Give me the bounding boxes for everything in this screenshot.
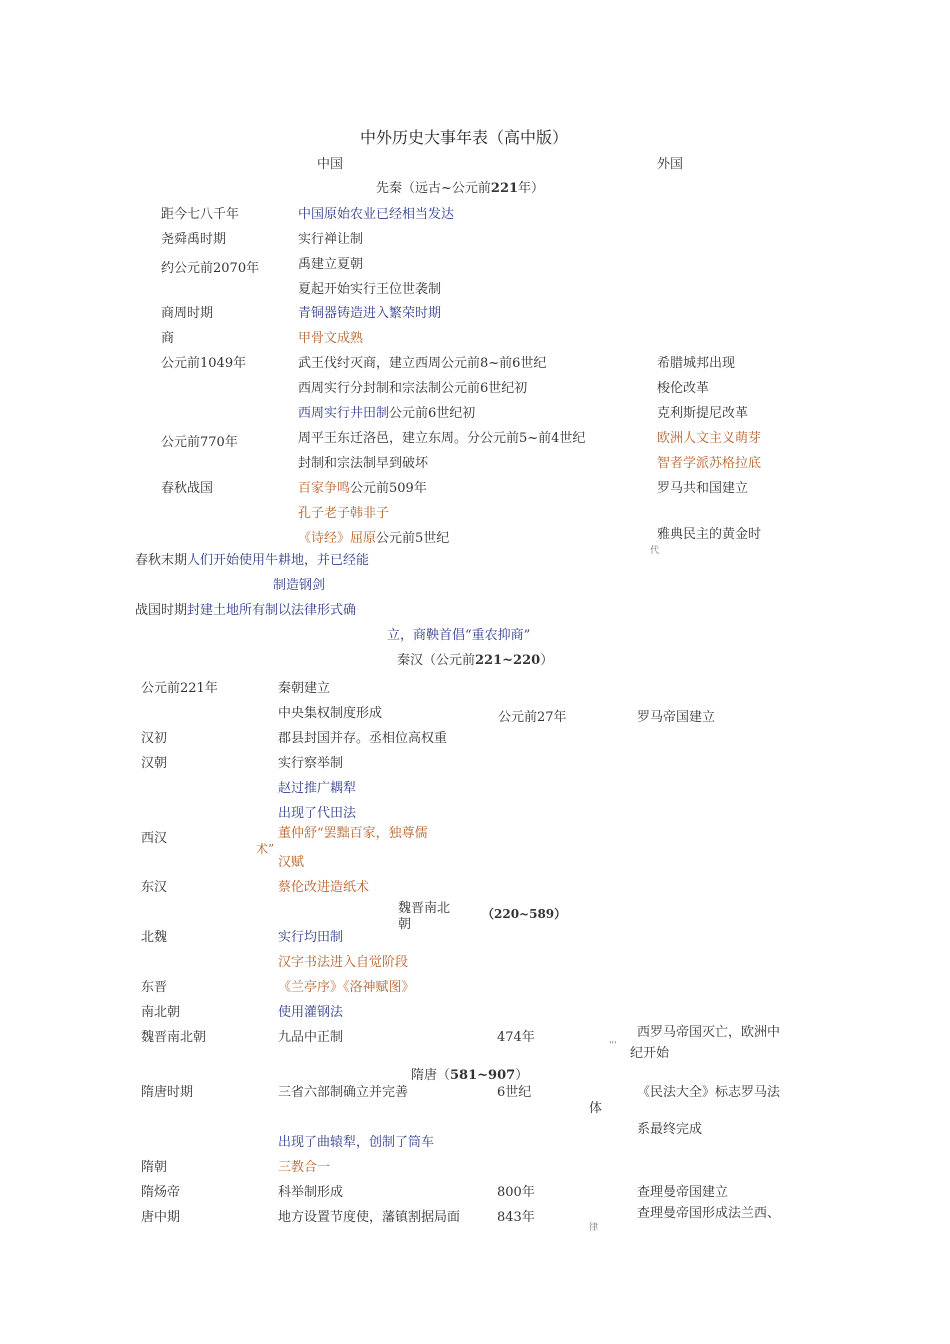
event-cell: 青铜器铸造进入繁荣时期 <box>298 306 442 321</box>
stray-mark: 律 <box>589 1223 599 1233</box>
section-suffix: 年） <box>518 181 545 196</box>
section-num: 581~907 <box>450 1068 516 1083</box>
date-cell: 商 <box>161 331 175 346</box>
section-heading-suitang <box>411 1068 528 1084</box>
event-cell: 地方设置节度使，藩镇割据局面 <box>278 1210 461 1225</box>
date-cell: 汉朝 <box>141 756 168 771</box>
date-cell: 隋唐时期 <box>141 1085 194 1100</box>
event-part: 《诗经》屈原 <box>298 531 377 546</box>
event-cell <box>298 481 427 497</box>
event-cell: 出现了曲辕犁，创制了筒车 <box>278 1135 435 1150</box>
event-cell: 实行察举制 <box>278 756 344 771</box>
date-cell: 魏晋南北朝 <box>141 1030 207 1045</box>
event-cell: 使用灌钢法 <box>278 1005 344 1020</box>
event-part: 公元前509年 <box>350 481 427 496</box>
stray-mark: ''' <box>609 1041 617 1051</box>
foreign-date-cell: 800年 <box>497 1185 535 1200</box>
section-prefix: 秦汉（公元前 <box>397 653 476 668</box>
event-cell-cut: 术” <box>256 842 275 856</box>
event-cell: 中央集权制度形成 <box>278 706 383 721</box>
date-cell: 北魏 <box>141 930 168 945</box>
event-cell: 《兰亭序》《洛神赋图》 <box>278 980 415 995</box>
event-part: 人们开始使用牛耕地，并已经能 <box>187 553 370 568</box>
column-header-china: 中国 <box>317 157 344 172</box>
event-part: 百家争鸣 <box>298 481 351 496</box>
event-cell: 九品中正制 <box>278 1030 344 1045</box>
event-cell: 实行禅让制 <box>298 232 364 247</box>
date-cell: 南北朝 <box>141 1005 181 1020</box>
foreign-cell: 罗马共和国建立 <box>657 481 749 496</box>
foreign-cell: 智者学派苏格拉底 <box>657 456 762 471</box>
foreign-cell: 梭伦改革 <box>657 381 710 396</box>
event-cell: 郡县封国并存。丞相位高权重 <box>278 731 448 746</box>
event-cell: 武王伐纣灭商，建立西周公元前8~前6世纪 <box>298 356 547 371</box>
foreign-date-cell: 843年 <box>497 1210 535 1225</box>
event-cell: 科举制形成 <box>278 1185 344 1200</box>
event-cell: 秦朝建立 <box>278 681 331 696</box>
foreign-cell-cut: 系最终完成 <box>637 1122 703 1137</box>
event-cell: 赵过推广耦犁 <box>278 781 357 796</box>
section-num: （220~589） <box>482 907 567 921</box>
event-cell: 封制和宗法制早到破坏 <box>298 456 429 471</box>
event-cell: 制造钢剑 <box>273 578 326 593</box>
foreign-date-cell: 6世纪 <box>497 1085 532 1100</box>
event-cell: 孔子老子韩非子 <box>298 506 390 521</box>
event-cell: 中国原始农业已经相当发达 <box>298 207 455 222</box>
date-cell: 东汉 <box>141 880 168 895</box>
event-part: 封建土地所有制以法律形式确 <box>187 603 357 618</box>
date-cell: 公元前1049年 <box>161 356 247 371</box>
section-heading-weijin: 魏晋南北 <box>398 901 451 916</box>
foreign-cell-cut: 代 <box>650 546 660 556</box>
foreign-cell: 体 <box>589 1101 603 1116</box>
event-cell: 汉字书法进入自觉阶段 <box>278 955 409 970</box>
date-cell: 西汉 <box>141 831 168 846</box>
foreign-cell: 西罗马帝国灭亡，欧洲中 <box>637 1025 781 1040</box>
section-suffix: ） <box>515 1068 529 1083</box>
foreign-cell: 克利斯提尼改革 <box>657 406 749 421</box>
section-prefix: 隋唐（ <box>411 1068 451 1083</box>
date-cell: 唐中期 <box>141 1210 181 1225</box>
foreign-cell: 查理曼帝国建立 <box>637 1185 729 1200</box>
foreign-cell: 罗马帝国建立 <box>637 710 716 725</box>
foreign-cell: 希腊城邦出现 <box>657 356 736 371</box>
section-heading-cut: 朝 <box>398 917 412 932</box>
date-cell: 汉初 <box>141 731 168 746</box>
event-cell: 甲骨文成熟 <box>298 331 364 346</box>
event-cell <box>298 406 475 422</box>
event-cell: 西周实行分封制和宗法制公元前6世纪初 <box>298 381 528 396</box>
section-heading-qinhan <box>397 653 553 669</box>
event-cell: 董仲舒“罢黜百家，独尊儒 <box>278 826 428 841</box>
page-title: 中外历史大事年表（高中版） <box>360 128 569 147</box>
column-header-foreign: 外国 <box>657 157 684 172</box>
event-cell: 出现了代田法 <box>278 806 357 821</box>
section-num: 221 <box>490 181 519 196</box>
section-heading-xianqin <box>376 181 544 197</box>
event-cell: 三教合一 <box>278 1160 331 1175</box>
date-cell: 尧舜禹时期 <box>161 232 227 247</box>
date-part: 春秋末期 <box>135 553 188 568</box>
event-cell: 禹建立夏朝 <box>298 257 364 272</box>
event-cell: 三省六部制确立并完善 <box>278 1085 409 1100</box>
date-cell: 公元前770年 <box>161 435 238 450</box>
date-part: 战国时期 <box>135 603 188 618</box>
date-cell: 约公元前2070年 <box>161 261 260 276</box>
event-part: 公元前5世纪 <box>376 531 450 546</box>
section-prefix: 先秦（远古~公元前 <box>376 181 491 196</box>
foreign-date-cell: 公元前27年 <box>498 710 567 725</box>
foreign-cell: 纪开始 <box>630 1046 670 1061</box>
event-part: 公元前6世纪初 <box>389 406 476 421</box>
section-suffix: ） <box>540 653 554 668</box>
event-cell: 汉赋 <box>278 855 305 870</box>
date-cell: 商周时期 <box>161 306 214 321</box>
date-cell: 东晋 <box>141 980 168 995</box>
event-cell: 周平王东迁洛邑，建立东周。分公元前5~前4世纪 <box>298 431 586 446</box>
event-cell: 立，商鞅首倡“重农抑商” <box>387 628 531 643</box>
event-row <box>135 553 369 569</box>
event-cell <box>298 531 449 547</box>
date-cell: 公元前221年 <box>141 681 218 696</box>
section-num: 221~220 <box>475 653 541 668</box>
date-cell: 隋朝 <box>141 1160 168 1175</box>
foreign-date-cell: 474年 <box>497 1030 535 1045</box>
date-cell: 距今七八千年 <box>161 207 240 222</box>
foreign-cell: 欧洲人文主义萌芽 <box>657 431 762 446</box>
event-row <box>135 603 356 619</box>
date-cell: 隋炀帝 <box>141 1185 181 1200</box>
event-cell: 蔡伦改进造纸术 <box>278 880 370 895</box>
event-cell: 实行均田制 <box>278 930 344 945</box>
event-part: 西周实行井田制 <box>298 406 390 421</box>
date-cell: 春秋战国 <box>161 481 214 496</box>
event-cell: 夏起开始实行王位世袭制 <box>298 282 442 297</box>
foreign-cell: 《民法大全》标志罗马法 <box>637 1085 781 1100</box>
foreign-cell: 查理曼帝国形成法兰西、 <box>637 1206 781 1221</box>
foreign-cell: 雅典民主的黄金时 <box>657 527 762 542</box>
